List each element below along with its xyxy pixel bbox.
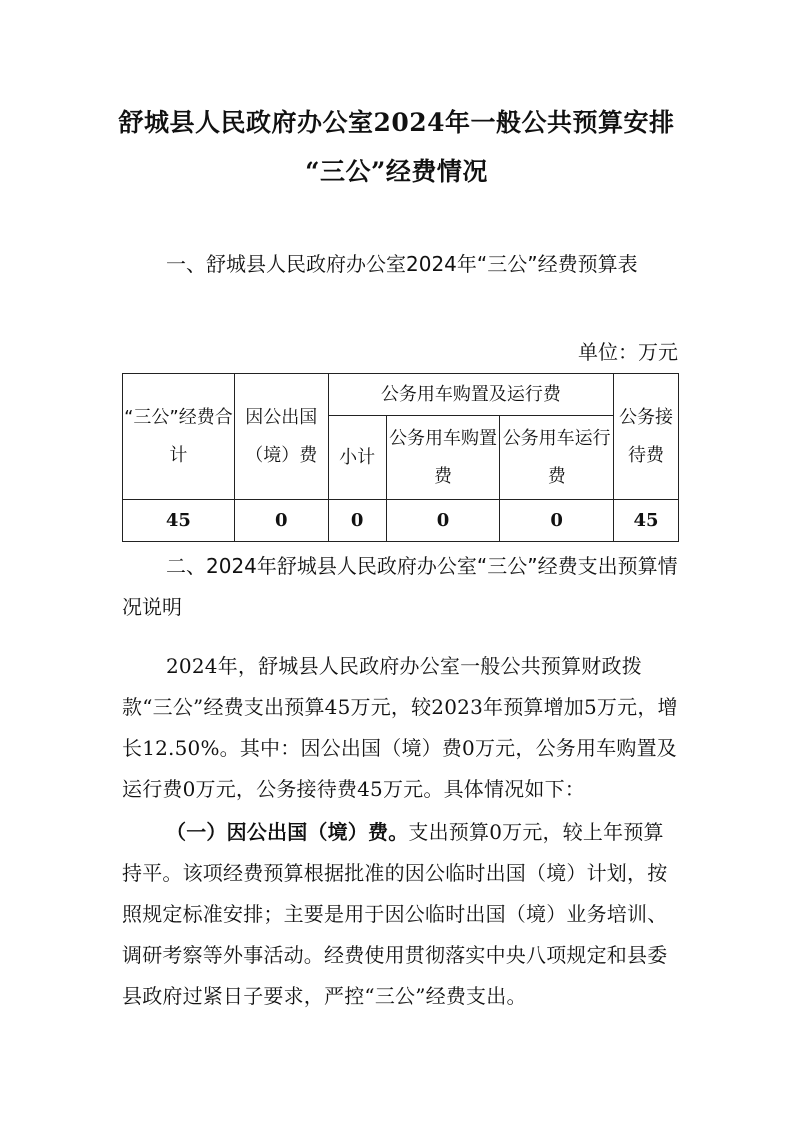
value-total: 45 — [123, 500, 235, 542]
item1-title: （一）因公出国（境）费。 — [166, 820, 409, 844]
value-abroad: 0 — [234, 500, 328, 542]
section2-heading: 二、2024年舒城县人民政府办公室“三公”经费支出预算情况说明 — [122, 554, 678, 619]
header-vehicle-operation: 公务用车运行费 — [500, 416, 614, 500]
header-vehicle-group: 公务用车购置及运行费 — [328, 374, 613, 416]
summary-paragraph: 2024年，舒城县人民政府办公室一般公共预算财政拨款“三公”经费支出预算45万元，较2023年预算增加5万元，增长12.50%。其中：因公出国（境）费0万元，公务用车购置及运行费0万元，公务接待费45万元。具体情况如下： — [122, 654, 678, 801]
value-subtotal: 0 — [328, 500, 386, 542]
item1-body: 支出预算0万元，较上年预算持平。该项经费预算根据批准的因公临时出国（境）计划，按照规定标准安排；主要是用于因公临时出国（境）业务培训、调研考察等外事活动。经费使用贯彻落实中央八项规定和县委县政府过紧日子要求，严控“三公”经费支出。 — [122, 820, 668, 1008]
budget-table — [122, 373, 679, 542]
document-title-line1: 舒城县人民政府办公室2024年一般公共预算安排 — [118, 108, 675, 137]
header-total: “三公”经费合计 — [123, 374, 235, 500]
section1-heading: 一、舒城县人民政府办公室2024年“三公”经费预算表 — [166, 252, 638, 276]
unit-label: 单位：万元 — [578, 340, 678, 364]
value-reception: 45 — [614, 500, 679, 542]
document-title-line2: “三公”经费情况 — [305, 157, 488, 186]
item1-paragraph — [122, 812, 682, 1017]
header-subtotal: 小计 — [328, 416, 386, 500]
header-reception: 公务接待费 — [614, 374, 679, 500]
value-vehicle-operation: 0 — [500, 500, 614, 542]
header-vehicle-purchase: 公务用车购置费 — [386, 416, 500, 500]
value-vehicle-purchase: 0 — [386, 500, 500, 542]
header-abroad: 因公出国（境）费 — [234, 374, 328, 500]
